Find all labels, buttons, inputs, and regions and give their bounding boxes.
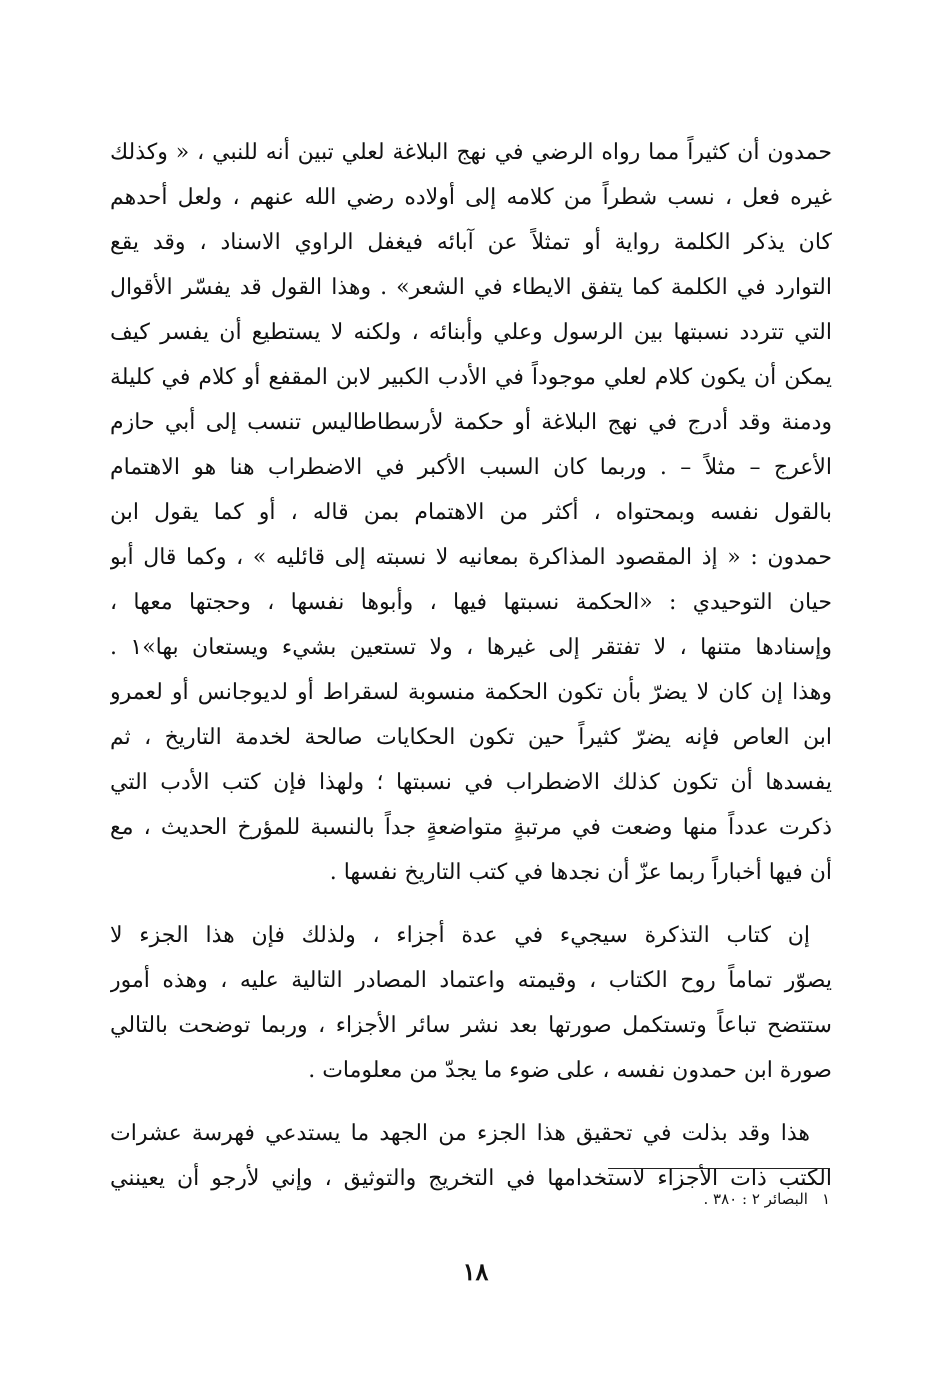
text-line: وإسنادها متنها ، لا تفتقر إلى غيرها ، ولا تستعين بشيء ويستعان بها»١ . bbox=[110, 635, 832, 660]
text-line: حمدون : « إذ المقصود المذاكرة بمعانيه لا نسبته إلى قائليه » ، وكما قال أبو bbox=[110, 545, 832, 570]
paragraph-gap bbox=[110, 1093, 832, 1111]
text-line: الكتب ذات الأجزاء لاستخدامها في التخريج والتوثيق ، وإني لأرجو أن يعينني bbox=[110, 1166, 832, 1191]
text-line: حمدون أن كثيراً مما رواه الرضي في نهج البلاغة لعلي تبين أنه للنبي ، « وكذلك bbox=[110, 140, 832, 165]
text-line: ذكرت عدداً منها وضعت في مرتبةٍ متواضعةٍ جداً بالنسبة للمؤرخ الحديث ، مع bbox=[110, 815, 832, 840]
text-line: غيره فعل ، نسب شطراً من كلامه إلى أولاده رضي الله عنهم ، ولعل أحدهم bbox=[110, 185, 832, 210]
paragraph-gap bbox=[110, 895, 832, 913]
text-line: يصوّر تماماً روح الكتاب ، وقيمته واعتماد المصادر التالية عليه ، وهذه أمور bbox=[110, 968, 832, 993]
text-line: الأعرج – مثلاً – . وربما كان السبب الأكبر في الاضطراب هنا هو الاهتمام bbox=[110, 455, 832, 480]
body-text bbox=[110, 130, 832, 1201]
text-line: يمكن أن يكون كلام لعلي موجوداً في الأدب الكبير لابن المقفع أو كلام في كليلة bbox=[110, 365, 832, 390]
paragraph-2 bbox=[110, 913, 832, 1093]
text-line: كان يذكر الكلمة رواية أو تمثلاً عن آبائه فيغفل الراوي الاسناد ، وقد يقع bbox=[110, 230, 832, 255]
text-line: ابن العاص فإنه يضرّ كثيراً حين تكون الحكايات صالحة لخدمة التاريخ ، ثم bbox=[110, 725, 832, 750]
text-line: يفسدها أن تكون كذلك الاضطراب في نسبتها ؛ ولهذا فإن كتب الأدب التي bbox=[110, 770, 832, 795]
text-line: ستتضح تباعاً وتستكمل صورتها بعد نشر سائر الأجزاء ، وربما توضحت بالتالي bbox=[110, 1013, 832, 1038]
text-line: هذا وقد بذلت في تحقيق هذا الجزء من الجهد ما يستدعي فهرسة عشرات bbox=[110, 1121, 810, 1146]
text-line: حيان التوحيدي : «الحكمة نسبتها فيها ، وأبوها نفسها ، وحجتها معها ، bbox=[110, 590, 832, 615]
text-line: التي تتردد نسبتها بين الرسول وعلي وأبنائه ، ولكنه لا يستطيع أن يفسر كيف bbox=[110, 320, 832, 345]
text-line: وهذا إن كان لا يضرّ بأن تكون الحكمة منسوبة لسقراط أو لديوجانس أو لعمرو bbox=[110, 680, 832, 705]
footnote-text: البصائر ٢ : ٣٨٠ . bbox=[703, 1190, 808, 1208]
text-line: أن فيها أخباراً ربما عزّ أن نجدها في كتب التاريخ نفسها . bbox=[329, 860, 832, 885]
page-number: ١٨ bbox=[462, 1257, 489, 1286]
text-line: بالقول نفسه وبمحتواه ، أكثر من الاهتمام بمن قاله ، أو كما يقول ابن bbox=[110, 500, 832, 525]
text-line: ودمنة وقد أدرج في نهج البلاغة أو حكمة لأرسطاطاليس تنسب إلى أبي حازم bbox=[110, 410, 832, 435]
text-line: التوارد في الكلمة كما يتفق الايطاء في الشعر» . وهذا القول قد يفسّر الأقوال bbox=[110, 275, 832, 300]
text-line: صورة ابن حمدون نفسه ، على ضوء ما يجدّ من معلومات . bbox=[308, 1058, 832, 1083]
paragraph-1 bbox=[110, 130, 832, 895]
footnote-divider bbox=[608, 1168, 830, 1169]
text-line: إن كتاب التذكرة سيجيء في عدة أجزاء ، ولذلك فإن هذا الجزء لا bbox=[110, 923, 810, 948]
footnote bbox=[704, 1184, 831, 1214]
footnote-number: ١ bbox=[821, 1190, 830, 1208]
